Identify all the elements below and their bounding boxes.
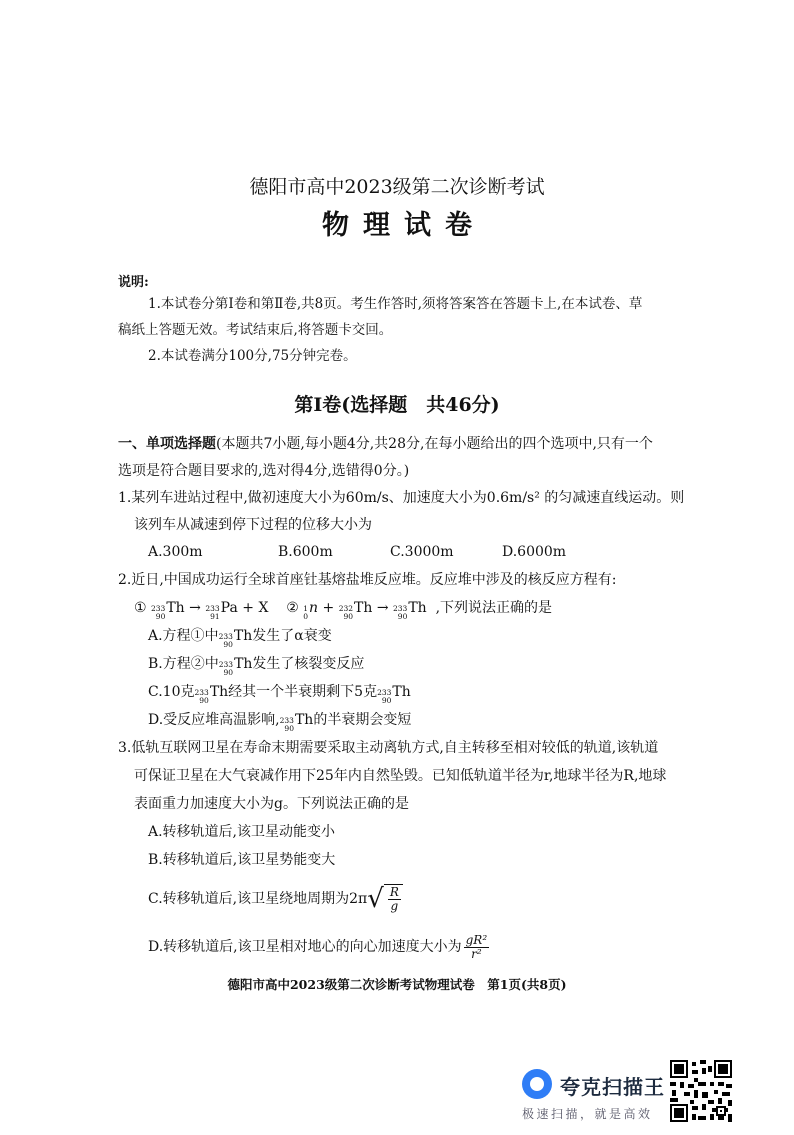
mass-233: 233: [218, 632, 233, 641]
th232-nuclide: [339, 606, 354, 621]
charge-90: 90: [397, 611, 408, 621]
q3-option-b: B.转移轨道后,该卫星势能变大: [148, 852, 336, 868]
th233-nuclide: [377, 690, 392, 705]
q3-stem-b: 可保证卫星在大气衰减作用下25年内自然坠毁。已知低轨道半径为r,地球半径为R,地球: [134, 768, 667, 784]
q1-option-a: A.300m: [148, 544, 203, 560]
q3-option-a: A.转移轨道后,该卫星动能变小: [148, 824, 336, 840]
part1-heading-2: 选项是符合题目要求的,选对得4分,选错得0分。): [118, 463, 410, 479]
instruction-1b: 稿纸上答题无效。考试结束后,将答题卡交回。: [118, 322, 393, 338]
q2-c-end: Th: [392, 684, 411, 700]
page-footer: 德阳市高中2023级第二次诊断考试物理试卷 第1页(共8页): [227, 977, 567, 992]
quark-logo-icon: [522, 1069, 552, 1099]
q2-a-pre: A.方程①中: [148, 628, 219, 644]
charge-90: 90: [199, 695, 209, 705]
q2-b-pre: B.方程②中: [148, 656, 219, 672]
eq2-th: Th: [408, 600, 427, 616]
sqrt-expression: √ $\frac{R}{g}$: [367, 884, 403, 913]
q2-tail: ,下列说法正确的是: [435, 600, 553, 616]
q2-c-mid: Th经其一个半衰期剩下5克: [209, 684, 378, 700]
instruction-2: 2.本试卷满分100分,75分钟完卷。: [148, 348, 357, 364]
q3-option-c: [148, 884, 403, 913]
th233-nuclide: [219, 662, 234, 677]
qr-code-icon: [668, 1058, 734, 1124]
mass-233: 233: [194, 688, 209, 697]
frac-numerator: R: [389, 884, 399, 899]
eq1-pa-x: Pa + X: [220, 600, 269, 616]
frac-denominator: r²: [471, 946, 482, 961]
brand-slogan: 极速扫描，就是高效: [522, 1107, 653, 1121]
th233-nuclide: [151, 606, 166, 621]
th233-nuclide: [219, 634, 234, 649]
charge-90: 90: [284, 723, 294, 733]
th233-nuclide: [393, 606, 408, 621]
pa233-nuclide: [205, 606, 220, 621]
q2-d-post: Th的半衰期会变短: [294, 712, 412, 728]
frac-numerator: gR²: [465, 932, 488, 947]
q2-option-c: [148, 678, 411, 706]
charge-90: 90: [343, 611, 354, 621]
scanner-watermark: [522, 1067, 672, 1127]
q2-b-post: Th发生了核裂变反应: [234, 656, 365, 672]
mass-233: 233: [205, 604, 220, 613]
mass-233: 233: [218, 660, 234, 669]
eq2-n: n +: [309, 600, 339, 616]
q2-option-d: [148, 706, 411, 734]
q3-c-text: C.转移轨道后,该卫星绕地周期为2π: [148, 890, 368, 907]
charge-90: 90: [223, 639, 233, 649]
charge-90: 90: [223, 667, 234, 677]
eq1-th-arrow: Th →: [166, 600, 206, 616]
q1-options: [148, 538, 632, 566]
mass-233: 233: [151, 604, 166, 613]
q1-stem-b: 该列车从减速到停下过程的位移大小为: [134, 517, 372, 533]
eq2-marker: ②: [286, 600, 299, 616]
q3-stem-a: 3.低轨互联网卫星在寿命末期需要采取主动离轨方式,自主转移至相对较低的轨道,该轨道: [118, 740, 659, 756]
th233-nuclide: [194, 690, 209, 705]
q1-option-b: B.600m: [278, 544, 333, 560]
exam-title: 德阳市高中2023级第二次诊断考试: [249, 176, 545, 198]
part1-heading-rest: (本题共7小题,每小题4分,共28分,在每小题给出的四个选项中,只有一个: [216, 436, 653, 452]
q2-a-post: Th发生了α衰变: [233, 628, 332, 644]
charge-0: 0: [303, 611, 309, 621]
instructions-label: 说明:: [118, 275, 149, 290]
q1-option-d: D.6000m: [502, 544, 567, 560]
subject-title: 物理试卷: [322, 210, 486, 241]
eq1-marker: ①: [134, 600, 147, 616]
section-title: 第Ⅰ卷(选择题 共46分): [294, 394, 500, 416]
q3-d-text: D.转移轨道后,该卫星相对地心的向心加速度大小为: [148, 939, 462, 955]
q2-option-b: [148, 650, 364, 678]
mass-233: 233: [377, 688, 392, 697]
charge-91: 91: [210, 611, 220, 621]
instruction-1a: 1.本试卷分第Ⅰ卷和第Ⅱ卷,共8页。考生作答时,须将答案答在答题卡上,在本试卷、草: [148, 296, 643, 312]
q2-c-pre: C.10克: [148, 684, 195, 700]
part1-heading: [118, 430, 718, 458]
brand-name: 夸克扫描王: [560, 1075, 665, 1099]
mass-233: 233: [393, 604, 408, 613]
q3-stem-c: 表面重力加速度大小为g。下列说法正确的是: [134, 796, 409, 812]
q1-stem-a: 1.某列车进站过程中,做初速度大小为60m/s、加速度大小为0.6m/s² 的匀减速直线运动。则: [118, 490, 685, 506]
mass-233: 233: [279, 716, 294, 725]
q2-stem: 2.近日,中国成功运行全球首座钍基熔盐堆反应堆。反应堆中涉及的核反应方程有:: [118, 572, 617, 588]
charge-90: 90: [381, 695, 392, 705]
fraction: [464, 934, 490, 961]
q2-equations: [134, 594, 552, 622]
q3-option-d: [148, 933, 491, 961]
charge-90: 90: [155, 611, 166, 621]
frac-denominator: g: [390, 898, 399, 913]
part1-heading-bold: 一、单项选择题: [118, 436, 216, 452]
th233-nuclide: [280, 718, 295, 733]
mass-1: 1: [303, 604, 309, 613]
mass-232: 232: [338, 604, 354, 613]
q1-option-c: C.3000m: [390, 544, 454, 560]
q2-d-pre: D.受反应堆高温影响,: [148, 712, 280, 728]
q2-option-a: [148, 622, 332, 650]
eq2-th-arrow: Th →: [354, 600, 394, 616]
